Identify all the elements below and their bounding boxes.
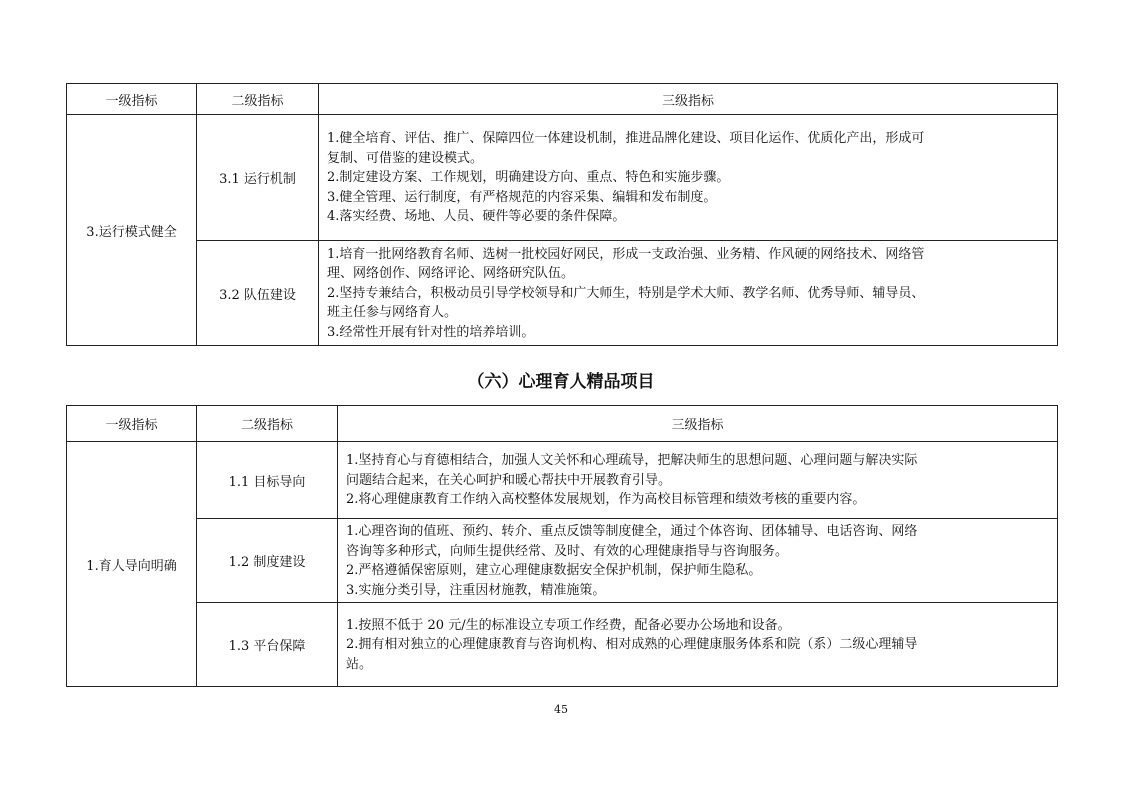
level3-line: 2.将心理健康教育工作纳入高校整体发展规划，作为高校目标管理和绩效考核的重要内容。 bbox=[346, 492, 866, 508]
page-number: 45 bbox=[554, 703, 568, 716]
level3-line: 2.拥有相对独立的心理健康教育与咨询机构、相对成熟的心理健康服务体系和院（系）二级心理辅导 bbox=[346, 637, 918, 653]
table-header-row bbox=[67, 84, 1058, 115]
level3-line: 3.健全管理、运行制度，有严格规范的内容采集、编辑和发布制度。 bbox=[327, 189, 717, 205]
level3-line: 4.落实经费、场地、人员、硬件等必要的条件保障。 bbox=[327, 209, 626, 225]
table-row bbox=[67, 115, 1058, 241]
level2-cell: 3.2 队伍建设 bbox=[197, 241, 319, 346]
level3-line: 2.坚持专兼结合，积极动员引导学校领导和广大师生，特别是学术大师、教学名师、优秀导师、辅导员、 bbox=[327, 285, 925, 301]
table-row bbox=[67, 241, 1058, 346]
level3-line: 1.健全培育、评估、推广、保障四位一体建设机制，推进品牌化建设、项目化运作、优质化产出，形成可 bbox=[327, 131, 925, 147]
level1-cell: 3.运行模式健全 bbox=[67, 115, 197, 346]
level3-line: 1.培育一批网络教育名师、选树一批校园好网民，形成一支政治强、业务精、作风硬的网络技术、网络管 bbox=[327, 246, 925, 262]
level3-line: 班主任参与网络育人。 bbox=[327, 305, 458, 321]
level3-cell bbox=[338, 442, 1058, 519]
header-level3: 三级指标 bbox=[319, 84, 1058, 115]
level2-cell: 1.1 目标导向 bbox=[197, 442, 338, 519]
level3-cell bbox=[338, 603, 1058, 687]
level3-cell bbox=[338, 519, 1058, 603]
indicator-table-operation bbox=[66, 83, 1058, 346]
header-level2: 二级指标 bbox=[197, 406, 338, 442]
level3-line: 咨询等多种形式，向师生提供经常、及时、有效的心理健康指导与咨询服务。 bbox=[346, 543, 789, 559]
level3-cell bbox=[319, 115, 1058, 241]
level1-cell: 1.育人导向明确 bbox=[67, 442, 197, 687]
level2-cell: 1.3 平台保障 bbox=[197, 603, 338, 687]
level2-cell: 3.1 运行机制 bbox=[197, 115, 319, 241]
level3-line: 理、网络创作、网络评论、网络研究队伍。 bbox=[327, 266, 575, 282]
level3-line: 1.心理咨询的值班、预约、转介、重点反馈等制度健全，通过个体咨询、团体辅导、电话咨询、网络 bbox=[346, 524, 918, 539]
indicator-table-psychology bbox=[66, 405, 1058, 687]
header-level3: 三级指标 bbox=[338, 406, 1058, 442]
level3-line: 2.严格遵循保密原则，建立心理健康数据安全保护机制，保护师生隐私。 bbox=[346, 563, 762, 578]
level3-line: 站。 bbox=[346, 656, 373, 672]
section-title: （六）心理育人精品项目 bbox=[467, 372, 655, 392]
level3-line: 3.经常性开展有针对性的培养培训。 bbox=[327, 324, 535, 340]
header-level1: 一级指标 bbox=[67, 406, 197, 442]
level3-line: 2.制定建设方案、工作规划，明确建设方向、重点、特色和实施步骤。 bbox=[327, 170, 730, 186]
level2-cell: 1.2 制度建设 bbox=[197, 519, 338, 603]
table-row bbox=[67, 519, 1058, 603]
table-row bbox=[67, 442, 1058, 519]
level3-line: 问题结合起来，在关心呵护和暖心帮扶中开展教育引导。 bbox=[346, 472, 672, 488]
level3-line: 3.实施分类引导，注重因材施教，精准施策。 bbox=[346, 582, 606, 598]
level3-line: 复制、可借鉴的建设模式。 bbox=[327, 150, 484, 166]
header-level1: 一级指标 bbox=[67, 84, 197, 115]
level3-line: 1.按照不低于 20 元/生的标准设立专项工作经费，配备必要办公场地和设备。 bbox=[346, 617, 791, 633]
level3-cell bbox=[319, 241, 1058, 346]
header-level2: 二级指标 bbox=[197, 84, 319, 115]
table-row bbox=[67, 603, 1058, 687]
table-header-row bbox=[67, 406, 1058, 442]
level3-line: 1.坚持育心与育德相结合，加强人文关怀和心理疏导，把解决师生的思想问题、心理问题与解决实际 bbox=[346, 453, 918, 469]
